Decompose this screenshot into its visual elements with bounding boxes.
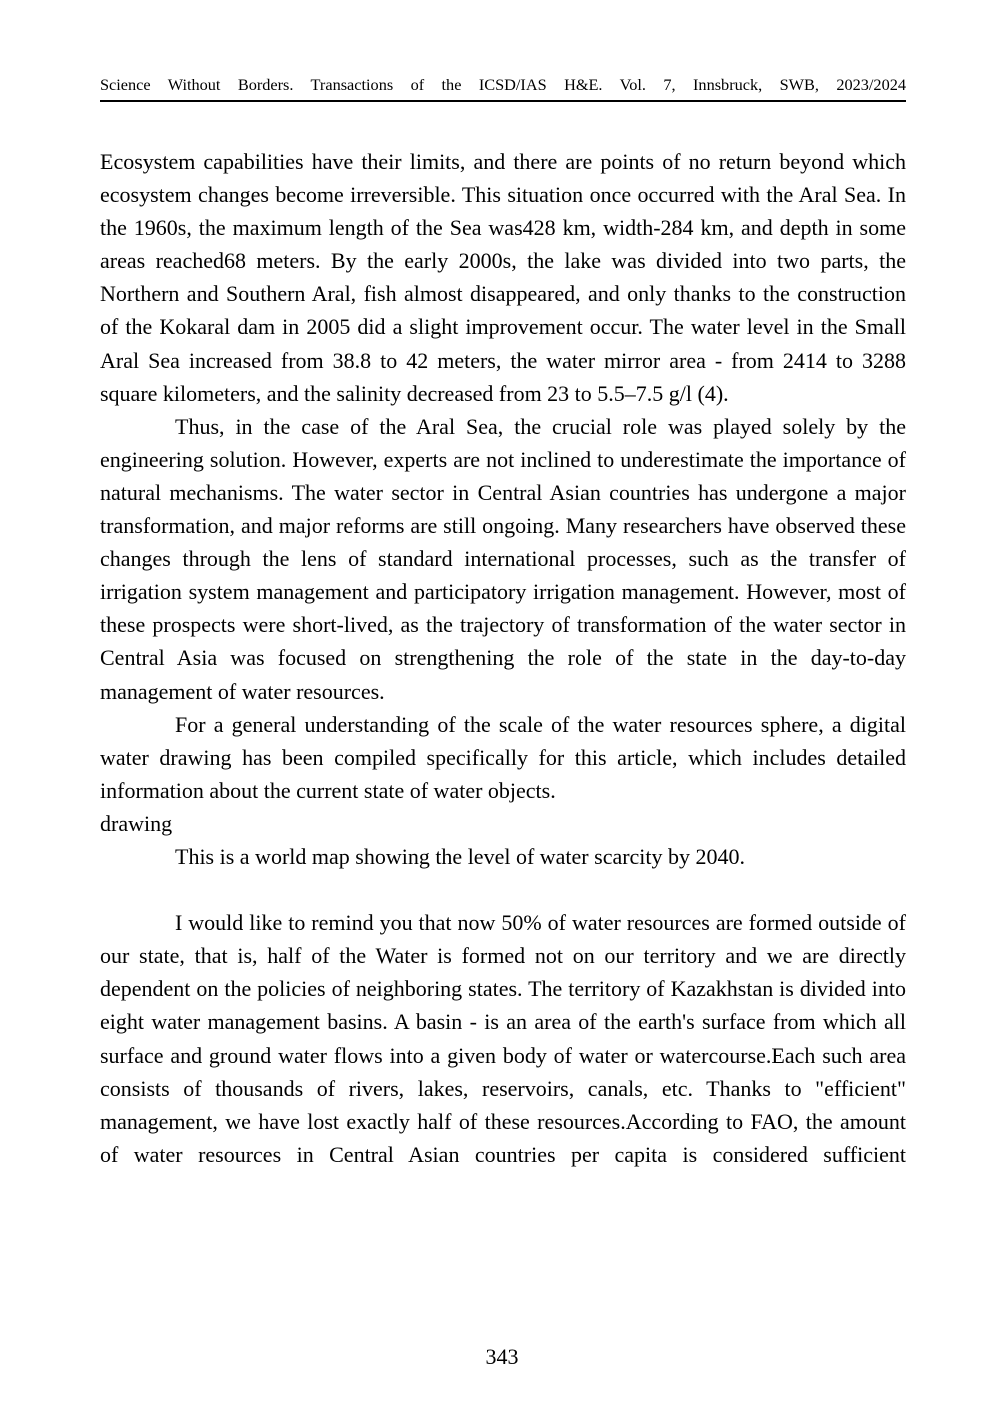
paragraph-digital-drawing: For a general understanding of the scale of the water resources sphere, a digital water drawing has been compiled specifically for this article, which includes detailed information about the current state of water objects. xyxy=(100,711,906,803)
blank-line xyxy=(100,873,906,906)
figure-caption: This is a world map showing the level of water scarcity by 2040. xyxy=(175,843,746,869)
article-body xyxy=(100,145,906,1171)
running-header: Science Without Borders. Transactions of the ICSD/IAS H&E. Vol. 7, Innsbruck, SWB, 2023/2024 xyxy=(100,74,906,102)
paragraph-aral-sea: Ecosystem capabilities have their limits, and there are points of no return beyond which ecosystem changes become irreversible. This situation once occurred with the Aral Sea. In the 1960s, the maximum length of the Sea was428 km, width-284 km, and depth in some areas reached68 meters. By the early 2000s, the lake was divided into two parts, the Northern and Southern Aral, fish almost disappeared, and only thanks to the construction of the Kokaral dam in 2005 did a slight improvement occur. The water level in the Small Aral Sea increased from 38.8 to 42 meters, the water mirror area - from 2414 to 3288 square kilometers, and the salinity decreased from 23 to 5.5–7.5 g/l (4). xyxy=(100,149,906,406)
paragraph-water-resources: I would like to remind you that now 50% of water resources are formed outside of our state, that is, half of the Water is formed not on our territory and we are directly dependent on the policies of neighboring states. The territory of Kazakhstan is divided into eight water management basins. A basin - is an area of the earth's surface from which all surface and ground water flows into a given body of water or watercourse.Each such area consists of thousands of rivers, lakes, reservoirs, canals, etc. Thanks to "efficient" management, we have lost exactly half of these resources.According to FAO, the amount of water resources in Central Asian countries per capita is considered sufficient xyxy=(100,910,906,1167)
drawing-label: drawing xyxy=(100,810,173,836)
page-number: 343 xyxy=(485,1344,519,1369)
paragraph-engineering-solution: Thus, in the case of the Aral Sea, the crucial role was played solely by the engineering solution. However, experts are not inclined to underestimate the importance of natural mechanisms. The water sector in Central Asian countries has undergone a major transformation, and major reforms are still ongoing. Many researchers have observed these changes through the lens of standard international processes, such as the transfer of irrigation system management and participatory irrigation management. However, most of these prospects were short-lived, as the trajectory of transformation of the water sector in Central Asia was focused on strengthening the role of the state in the day-to-day management of water resources. xyxy=(100,413,906,704)
